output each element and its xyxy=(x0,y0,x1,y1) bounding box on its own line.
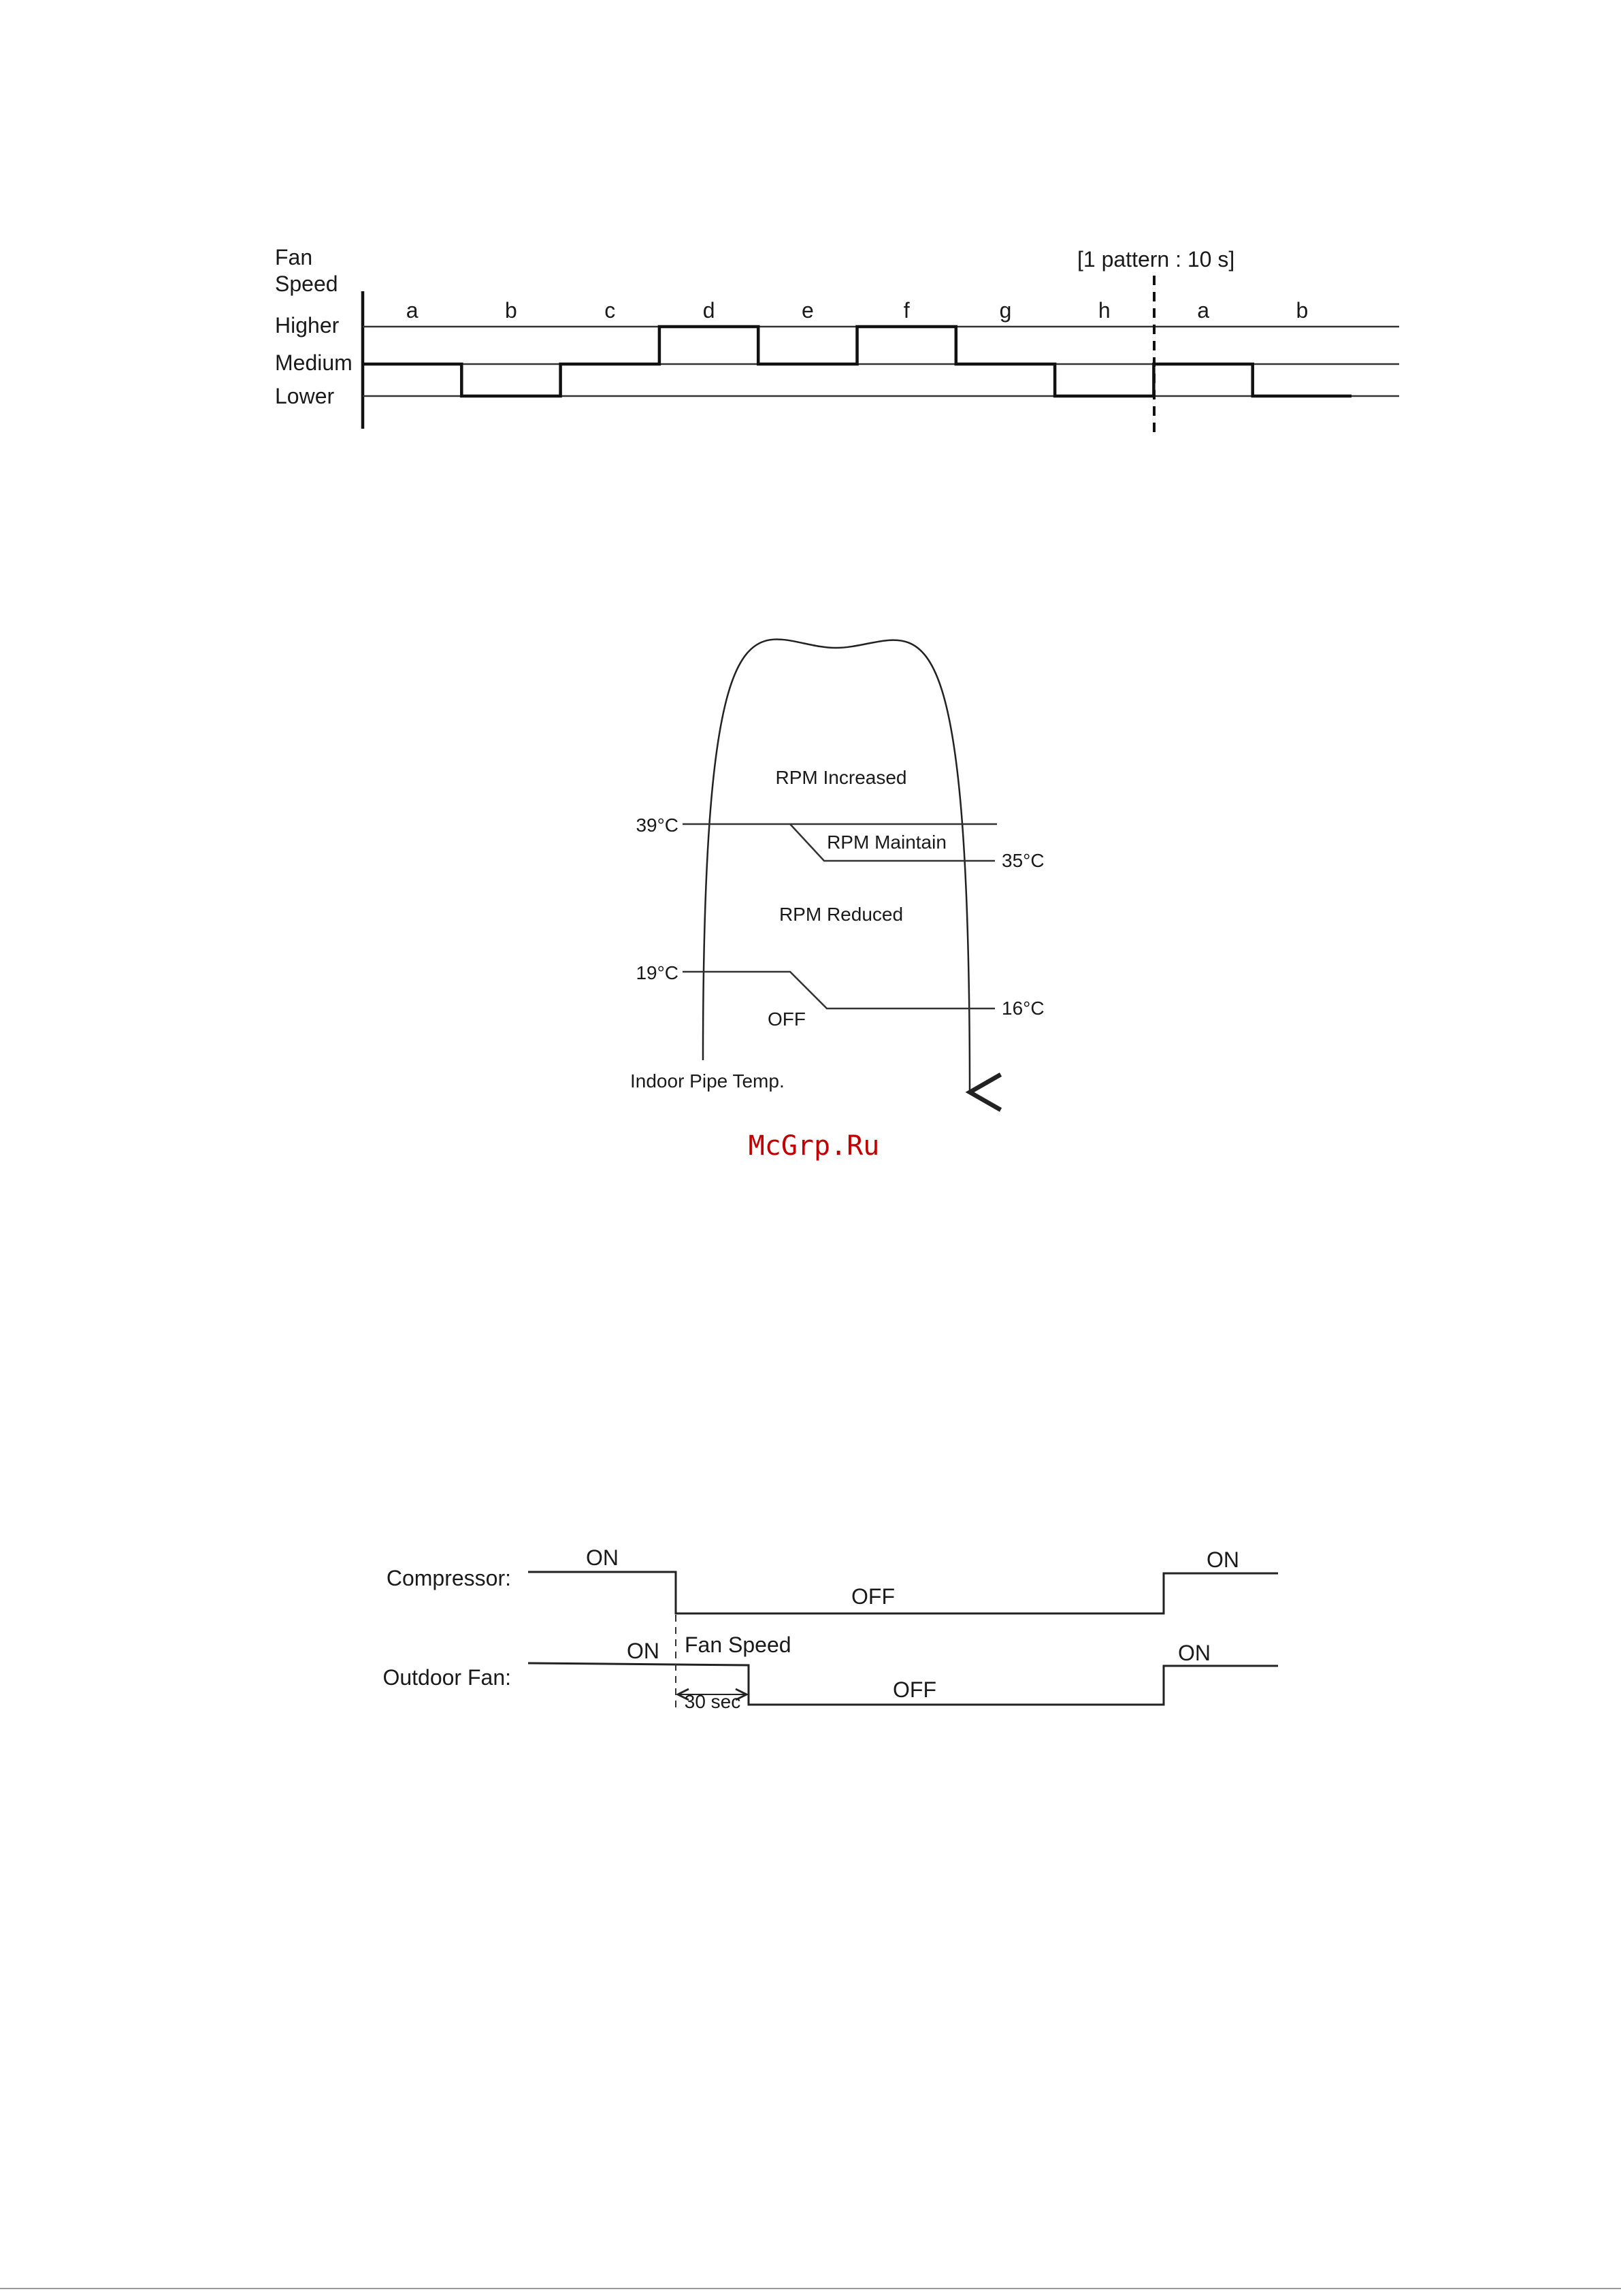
temp-16-label: 16°C xyxy=(1002,998,1045,1019)
fan-speed-step-signal xyxy=(363,327,1352,396)
region-off: OFF xyxy=(768,1008,806,1030)
fan-speed-pattern-diagram xyxy=(275,245,1399,432)
segment-label: a xyxy=(1197,298,1209,323)
temp-35-label: 35°C xyxy=(1002,850,1045,871)
temp-19-label: 19°C xyxy=(636,962,678,983)
region-rpm-increased: RPM Increased xyxy=(775,767,907,788)
pattern-duration-note: [1 pattern : 10 s] xyxy=(1077,247,1235,272)
compressor-on-again-label: ON xyxy=(1207,1547,1239,1572)
region-rpm-reduced: RPM Reduced xyxy=(779,904,904,925)
outdoor-fan-on-label: ON xyxy=(627,1639,659,1663)
segment-label: f xyxy=(903,298,910,323)
watermark-text: McGrp.Ru xyxy=(748,1130,880,1162)
indoor-pipe-temp-diagram xyxy=(630,640,1045,1092)
temp-39-label: 39°C xyxy=(636,815,678,836)
level-label-lower: Lower xyxy=(275,384,335,408)
fan-speed-title-line2: Speed xyxy=(275,272,338,296)
segment-label: b xyxy=(505,298,517,323)
level-label-medium: Medium xyxy=(275,350,353,375)
fan-speed-note: Fan Speed xyxy=(685,1633,791,1657)
delay-30-sec-label: 30 sec xyxy=(684,1691,741,1712)
region-rpm-maintain: RPM Maintain xyxy=(827,832,947,853)
outdoor-fan-on-again-label: ON xyxy=(1178,1641,1211,1665)
segment-label: g xyxy=(999,298,1012,323)
compressor-fan-timing-diagram xyxy=(382,1545,1278,1712)
outdoor-fan-label: Outdoor Fan: xyxy=(382,1665,511,1690)
segment-label: c xyxy=(604,298,616,323)
segment-label: b xyxy=(1296,298,1309,323)
compressor-off-label: OFF xyxy=(851,1584,895,1609)
threshold-19-16-line xyxy=(683,972,995,1008)
level-label-higher: Higher xyxy=(275,313,340,338)
segment-label: e xyxy=(802,298,814,323)
compressor-label: Compressor: xyxy=(386,1566,511,1590)
outdoor-fan-off-label: OFF xyxy=(893,1677,936,1702)
compressor-signal xyxy=(528,1572,1278,1613)
segment-label: a xyxy=(406,298,419,323)
compressor-on-label: ON xyxy=(586,1545,619,1570)
indoor-pipe-temp-label: Indoor Pipe Temp. xyxy=(630,1070,785,1092)
segment-label: d xyxy=(702,298,715,323)
fan-speed-title-line1: Fan xyxy=(275,245,313,269)
temperature-flow-arc xyxy=(703,640,970,1092)
segment-label: h xyxy=(1098,298,1111,323)
